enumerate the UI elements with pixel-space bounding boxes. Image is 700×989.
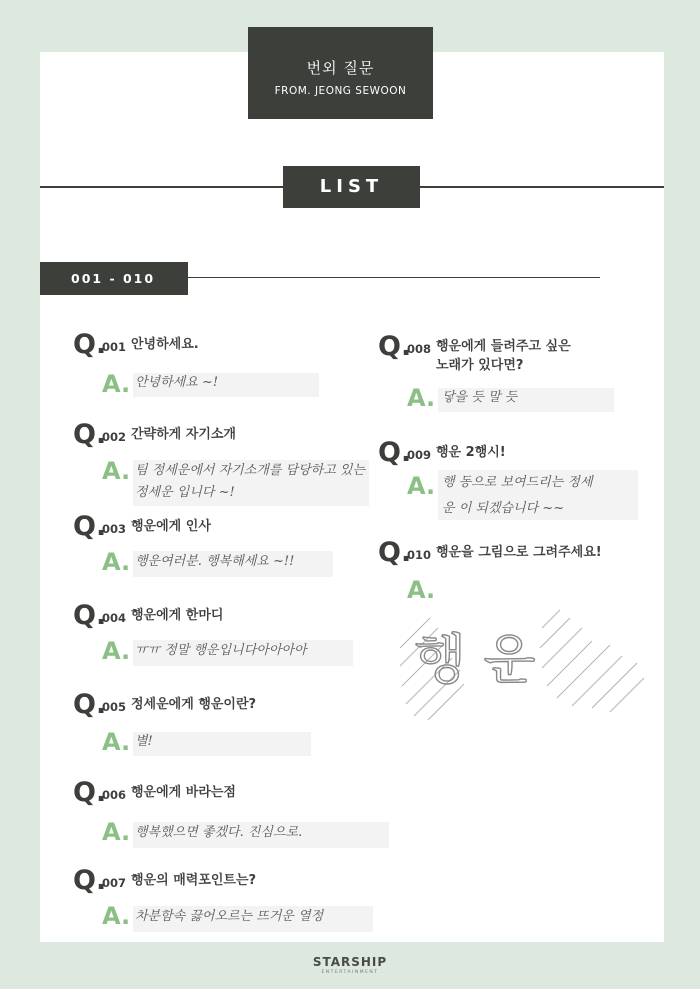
answer-text-line2: 운 이 되겠습니다 ~~ xyxy=(442,501,565,516)
answer-text: 안녕하세요 ~! xyxy=(135,375,219,390)
qa-item-005 xyxy=(73,690,373,760)
range-label: 001 - 010 xyxy=(40,262,188,295)
a-marker: A. xyxy=(102,728,131,756)
a-marker: A. xyxy=(102,902,131,930)
question-text: 행운에게 인사 xyxy=(131,519,211,534)
a-marker: A. xyxy=(407,472,436,500)
answer-text-line2: 정세운 입니다 ~! xyxy=(135,485,235,500)
qa-item-006 xyxy=(73,778,373,848)
qa-item-007 xyxy=(73,866,373,936)
q-number: 009 xyxy=(407,448,432,462)
question-text: 행운에게 바라는점 xyxy=(131,785,236,800)
answer-text: 닿을 듯 말 듯 xyxy=(442,390,518,405)
list-label: LIST xyxy=(283,166,420,208)
question-text: 행운을 그림으로 그려주세요! xyxy=(436,545,602,560)
a-marker: A. xyxy=(407,576,436,604)
answer-text: 팀 정세운에서 자기소개를 담당하고 있는 xyxy=(135,463,366,478)
qa-item-004 xyxy=(73,601,373,671)
a-marker: A. xyxy=(102,818,131,846)
qa-item-001 xyxy=(73,330,373,400)
answer-text: 차분함속 끓어오르는 뜨거운 열정 xyxy=(135,909,324,924)
q-number: 007 xyxy=(102,876,127,890)
q-number: 008 xyxy=(407,342,432,356)
qa-item-009 xyxy=(378,438,658,523)
qa-item-010 xyxy=(378,538,658,608)
starship-logo xyxy=(0,955,700,975)
question-text-line2: 노래가 있다면? xyxy=(436,358,524,373)
question-text: 정세운에게 행운이란? xyxy=(131,697,257,712)
question-text: 행운 2행시! xyxy=(436,445,506,460)
drawing-text: 행 운 xyxy=(414,628,536,691)
q-marker: Q. xyxy=(378,331,412,362)
q-number: 006 xyxy=(102,788,127,802)
answer-text: 행복했으면 좋겠다. 진심으로. xyxy=(135,825,303,840)
header-box xyxy=(248,27,433,119)
q-marker: Q. xyxy=(73,511,107,542)
answer-text: 행운여러분. 행복해세요 ~!! xyxy=(135,554,295,569)
a-marker: A. xyxy=(102,548,131,576)
question-text: 행운에게 들려주고 싶은 xyxy=(436,339,571,354)
q-marker: Q. xyxy=(73,865,107,896)
a-marker: A. xyxy=(407,384,436,412)
a-marker: A. xyxy=(102,457,131,485)
question-text: 행운에게 한마디 xyxy=(131,608,224,623)
answer-text: 행 동으로 보여드리는 정세 xyxy=(442,475,593,490)
qa-item-003 xyxy=(73,512,373,582)
answer-shade xyxy=(133,732,311,756)
q-marker: Q. xyxy=(73,329,107,360)
q-number: 004 xyxy=(102,611,127,625)
answer-text: ㅠㅠ 정말 행운입니다아아아아 xyxy=(135,643,307,658)
q-marker: Q. xyxy=(378,437,412,468)
logo-sub-text: ENTERTAINMENT xyxy=(321,970,379,975)
a-marker: A. xyxy=(102,637,131,665)
range-divider xyxy=(188,277,600,278)
q-marker: Q. xyxy=(73,689,107,720)
handwritten-drawing xyxy=(392,608,650,726)
q-number: 002 xyxy=(102,430,127,444)
q-marker: Q. xyxy=(73,419,107,450)
answer-text: 별! xyxy=(135,734,153,749)
q-marker: Q. xyxy=(378,537,412,568)
question-text: 간략하게 자기소개 xyxy=(131,427,236,442)
header-title: 번외 질문 xyxy=(306,59,375,77)
question-text: 안녕하세요. xyxy=(131,337,199,352)
header-subtitle: FROM. JEONG SEWOON xyxy=(274,85,407,97)
logo-main-text: STARSHIP xyxy=(312,955,388,969)
q-number: 001 xyxy=(102,340,127,354)
q-number: 003 xyxy=(102,522,127,536)
qa-item-002 xyxy=(73,420,373,505)
question-text: 행운의 매력포인트는? xyxy=(131,873,257,888)
a-marker: A. xyxy=(102,370,131,398)
q-marker: Q. xyxy=(73,600,107,631)
q-number: 005 xyxy=(102,700,127,714)
q-marker: Q. xyxy=(73,777,107,808)
q-number: 010 xyxy=(407,548,432,562)
qa-item-008 xyxy=(378,332,658,417)
